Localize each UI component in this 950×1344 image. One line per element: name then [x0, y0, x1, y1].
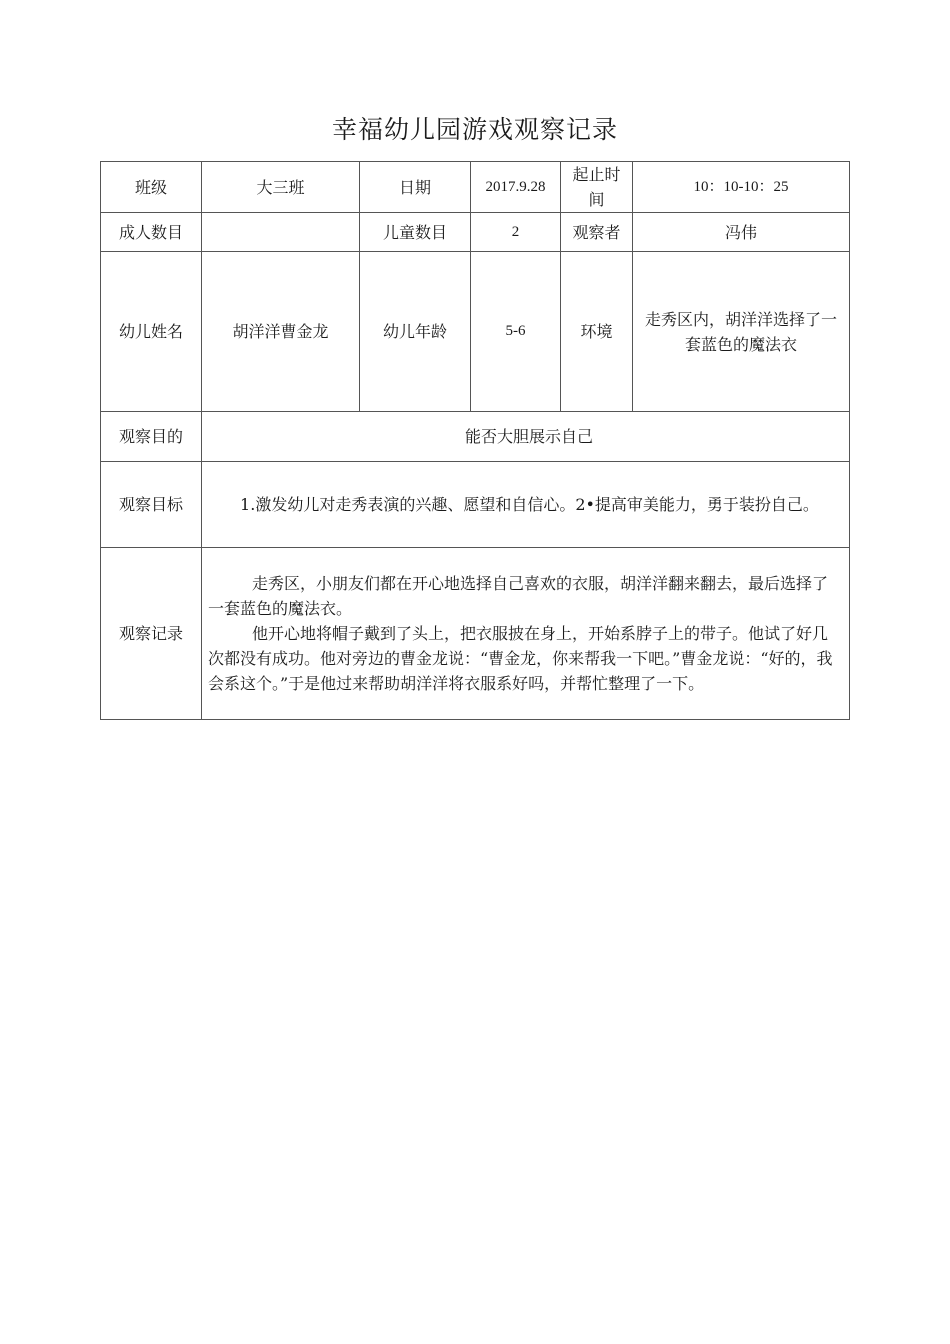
record-content [202, 548, 850, 720]
table-row [101, 548, 850, 720]
observation-table [100, 161, 850, 720]
goal-value: 1.激发幼儿对走秀表演的兴趣、愿望和自信心。2•提高审美能力，勇于装扮自己。 [202, 462, 850, 548]
class-label: 班级 [101, 162, 202, 213]
date-label: 日期 [360, 162, 471, 213]
children-label: 儿童数目 [360, 213, 471, 252]
adults-value [202, 213, 360, 252]
purpose-label: 观察目的 [101, 412, 202, 462]
table-row [101, 213, 850, 252]
time-value: 10：10-10：25 [633, 162, 850, 213]
age-value: 5-6 [471, 252, 561, 412]
time-label: 起止时间 [561, 162, 633, 213]
date-value: 2017.9.28 [471, 162, 561, 213]
table-row [101, 252, 850, 412]
goal-label: 观察目标 [101, 462, 202, 548]
record-paragraph: 走秀区，小朋友们都在开心地选择自己喜欢的衣服，胡洋洋翻来翻去，最后选择了一套蓝色的魔法衣。 [208, 574, 829, 618]
record-paragraph: 他开心地将帽子戴到了头上，把衣服披在身上，开始系脖子上的带子。他试了好几次都没有成功。他对旁边的曹金龙说：“曹金龙，你来帮我一下吧。”曹金龙说：“好的，我会系这个。”于是他过来帮助胡洋洋将衣服系好吗，并帮忙整理了一下。 [208, 624, 833, 693]
document-title: 幸福幼儿园游戏观察记录 [331, 115, 618, 144]
env-value: 走秀区内，胡洋洋选择了一套蓝色的魔法衣 [633, 252, 850, 412]
names-label: 幼儿姓名 [101, 252, 202, 412]
table-row [101, 462, 850, 548]
record-label: 观察记录 [101, 548, 202, 720]
class-value: 大三班 [202, 162, 360, 213]
names-value: 胡洋洋曹金龙 [202, 252, 360, 412]
observer-label: 观察者 [561, 213, 633, 252]
children-value: 2 [471, 213, 561, 252]
observer-value: 冯伟 [633, 213, 850, 252]
table-row [101, 412, 850, 462]
age-label: 幼儿年龄 [360, 252, 471, 412]
adults-label: 成人数目 [101, 213, 202, 252]
env-label: 环境 [561, 252, 633, 412]
table-row [101, 162, 850, 213]
purpose-value: 能否大胆展示自己 [202, 412, 850, 462]
